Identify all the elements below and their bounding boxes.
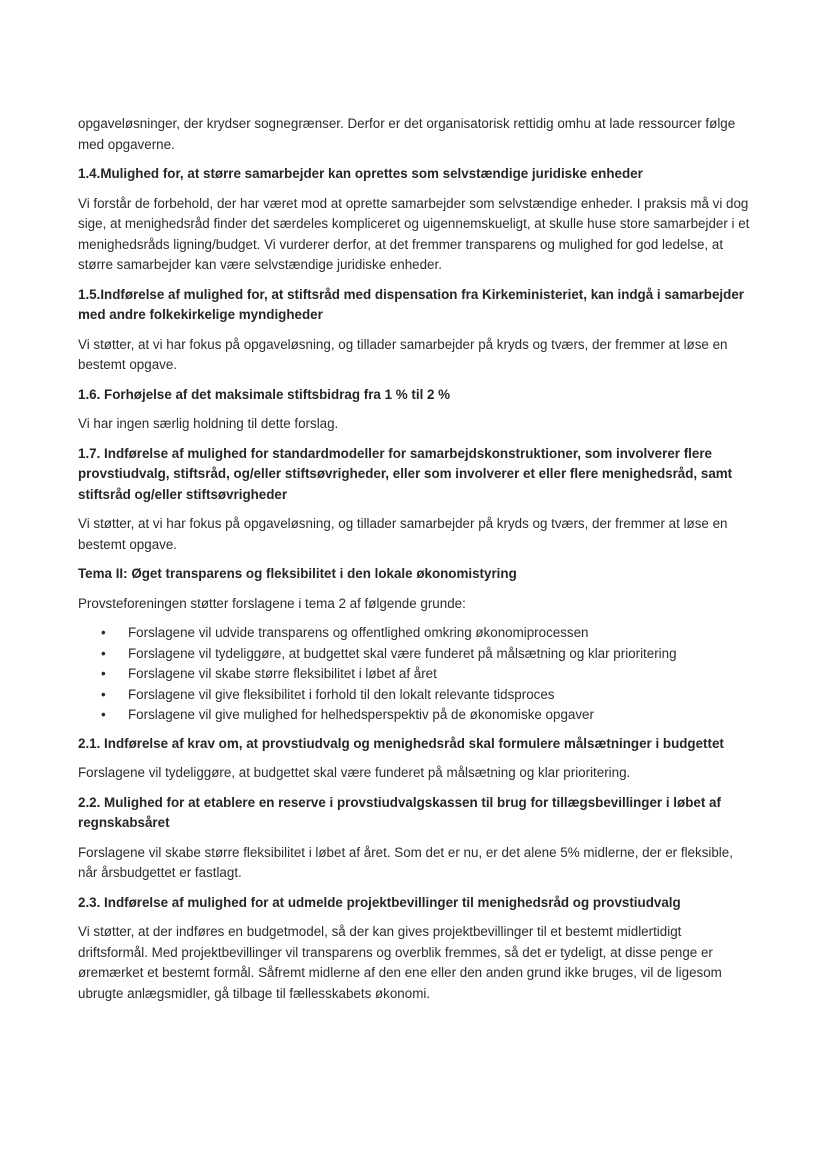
bullet-icon: •	[101, 625, 106, 640]
paragraph-1-6: Vi har ingen særlig holdning til dette forslag.	[78, 416, 339, 431]
document-body	[78, 114, 750, 1013]
heading-1-4: 1.4.Mulighed for, at større samarbejder kan oprettes som selvstændige juridiske enheder	[78, 166, 643, 181]
list-item-text: Forslagene vil udvide transparens og offentlighed omkring økonomiprocessen	[128, 625, 589, 640]
list-item-text: Forslagene vil skabe større fleksibilitet i løbet af året	[128, 666, 437, 681]
heading-2-1: 2.1. Indførelse af krav om, at provstiudvalg og menighedsråd skal formulere målsætninger i budgettet	[78, 735, 724, 751]
bullet-icon: •	[101, 686, 106, 702]
heading-2-3: 2.3. Indførelse af mulighed for at udmelde projektbevillinger til menighedsråd og provstiudvalg	[78, 894, 681, 910]
list-item-text: Forslagene vil give mulighed for helhedsperspektiv på de økonomiske opgaver	[128, 707, 594, 722]
bullet-list	[78, 623, 750, 726]
list-item	[78, 685, 750, 706]
paragraph-intro: opgaveløsninger, der krydser sognegrænser. Derfor er det organisatorisk rettidig omhu at lade ressourcer følge med opgaverne.	[78, 116, 736, 152]
list-item-text: Forslagene vil tydeliggøre, at budgettet skal være funderet på målsætning og klar prioritering	[128, 645, 677, 661]
list-item-text: Forslagene vil give fleksibilitet i forhold til den lokalt relevante tidsproces	[128, 686, 555, 702]
paragraph-1-5: Vi støtter, at vi har fokus på opgaveløsning, og tillader samarbejder på kryds og tværs, der fremmer at løse en bestemt opgave.	[78, 336, 728, 372]
list-item	[78, 644, 750, 665]
paragraph-2-1: Forslagene vil tydeliggøre, at budgettet skal være funderet på målsætning og klar prioritering.	[78, 765, 631, 780]
paragraph-1-4: Vi forstår de forbehold, der har været mod at oprette samarbejder som selvstændige enheder. I praksis må vi dog sige, at menighedsråd finder det særdeles kompliceret og uigennemskueligt, at skulle huse store samarbejder i et menighedsråds ligning/budget. Vi vurderer derfor, at det fremmer transparens og mulighed for god ledelse, at større samarbejder kan være selvstændige juridiske enheder.	[78, 195, 750, 272]
heading-1-5: 1.5.Indførelse af mulighed for, at stiftsråd med dispensation fra Kirkeministeriet, kan indgå i samarbejder med andre folkekirkelige myndigheder	[78, 286, 744, 322]
list-item	[78, 664, 750, 685]
paragraph-tema-2-intro: Provsteforeningen støtter forslagene i tema 2 af følgende grunde:	[78, 595, 466, 611]
heading-2-2: 2.2. Mulighed for at etablere en reserve i provstiudvalgskassen til brug for tillægsbevillinger i løbet af regnskabsåret	[78, 794, 721, 830]
list-item	[78, 705, 750, 726]
paragraph-2-2: Forslagene vil skabe større fleksibilitet i løbet af året. Som det er nu, er det alene 5% midlerne, der er fleksible, når årsbudgettet er fastlagt.	[78, 844, 733, 880]
bullet-icon: •	[101, 707, 106, 722]
heading-1-6: 1.6. Forhøjelse af det maksimale stiftsbidrag fra 1 % til 2 %	[78, 386, 451, 402]
paragraph-2-3: Vi støtter, at der indføres en budgetmodel, så der kan gives projektbevillinger til et bestemt midlertidigt driftsformål. Med projektbevillinger vil transparens og overblik fremmes, så det er tydeligt, at disse penge er øremærket et bestemt formål. Såfremt midlerne af den ene eller den anden grund ikke bruges, vil de ligesom ubrugte anlægsmidler, gå tilbage til fællesskabets økonomi.	[78, 924, 722, 1001]
paragraph-1-7: Vi støtter, at vi har fokus på opgaveløsning, og tillader samarbejder på kryds og tværs, der fremmer at løse en bestemt opgave.	[78, 516, 728, 552]
heading-tema-2: Tema II: Øget transparens og fleksibilitet i den lokale økonomistyring	[78, 566, 517, 581]
bullet-icon: •	[101, 645, 106, 661]
bullet-icon: •	[101, 666, 106, 681]
list-item	[78, 623, 750, 644]
heading-1-7: 1.7. Indførelse af mulighed for standardmodeller for samarbejdskonstruktioner, som involverer flere provstiudvalg, stiftsråd, og/eller stiftsøvrigheder, eller som involverer et eller flere menighedsråd, samt stiftsråd og/eller stiftsøvrigheder	[78, 445, 733, 502]
